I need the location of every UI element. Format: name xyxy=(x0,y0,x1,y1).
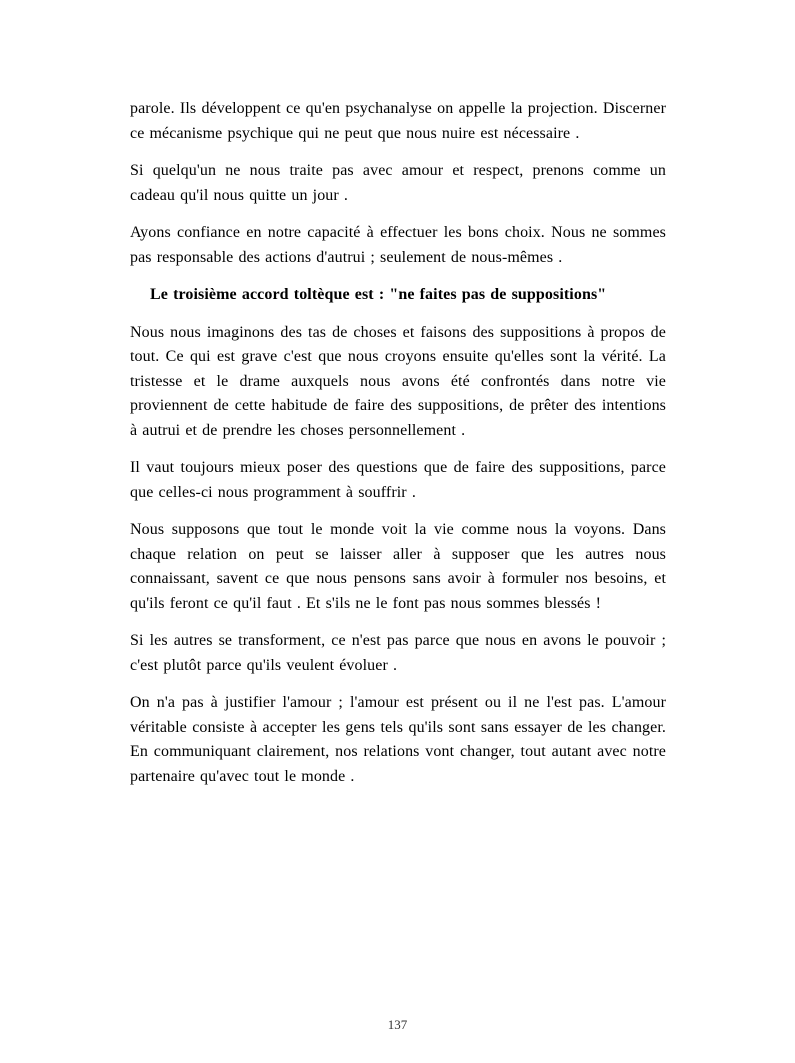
page-number: 137 xyxy=(387,1017,408,1032)
page-content xyxy=(130,97,666,802)
paragraph: On n'a pas à justifier l'amour ; l'amour est présent ou il ne l'est pas. L'amour véritable consiste à accepter les gens tels qu'ils sont sans essayer de les changer. En communiquant clairement, nos relations vont changer, tout autant avec notre partenaire qu'avec tout le monde . xyxy=(130,694,666,785)
paragraph: parole. Ils développent ce qu'en psychanalyse on appelle la projection. Discerner ce mécanisme psychique qui ne peut que nous nuire est nécessaire . xyxy=(130,100,666,142)
paragraph: Nous supposons que tout le monde voit la vie comme nous la voyons. Dans chaque relation on peut se laisser aller à supposer que les autres nous connaissant, savent ce que nous pensons sans avoir à formuler nos besoins, et qu'ils feront ce qu'il faut . Et s'ils ne le font pas nous sommes blessés ! xyxy=(130,521,666,612)
paragraph: Si quelqu'un ne nous traite pas avec amour et respect, prenons comme un cadeau qu'il nous quitte un jour . xyxy=(130,162,666,204)
paragraph: Il vaut toujours mieux poser des questions que de faire des suppositions, parce que celles-ci nous programment à souffrir . xyxy=(130,459,666,501)
paragraph: Si les autres se transforment, ce n'est pas parce que nous en avons le pouvoir ; c'est plutôt parce qu'ils veulent évoluer . xyxy=(130,632,666,674)
paragraph: Ayons confiance en notre capacité à effectuer les bons choix. Nous ne sommes pas responsable des actions d'autrui ; seulement de nous-mêmes . xyxy=(130,224,666,266)
paragraph: Nous nous imaginons des tas de choses et faisons des suppositions à propos de tout. Ce qui est grave c'est que nous croyons ensuite qu'elles sont la vérité. La tristesse et le drame auxquels nous avons été confrontés dans notre vie proviennent de cette habitude de faire des suppositions, de prêter des intentions à autrui et de prendre les choses personnellement . xyxy=(130,323,666,439)
section-heading: Le troisième accord toltèque est : "ne faites pas de suppositions" xyxy=(150,286,607,303)
